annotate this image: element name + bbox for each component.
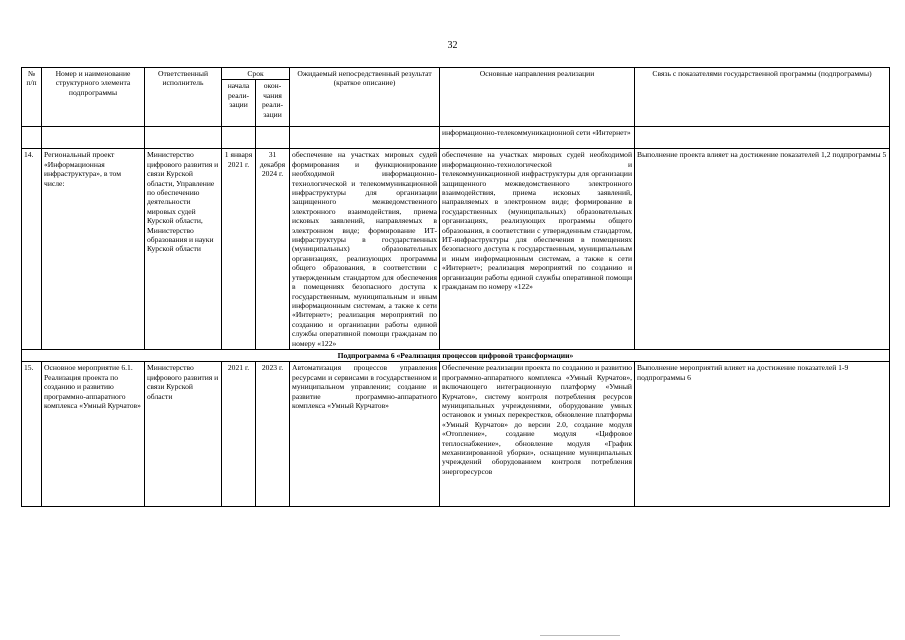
row14-num: 14.	[22, 149, 42, 350]
header-result: Ожидаемый непосредственный результат (краткое описание)	[290, 68, 440, 127]
row14-link: Выполнение проекта влияет на достижение показателей 1,2 подпрограммы 5	[635, 149, 890, 350]
row15-link: Выполнение мероприятий влияет на достижение показателей 1-9 подпрограммы 6	[635, 362, 890, 507]
section-row	[22, 349, 890, 361]
continuation-directions: информационно-телекоммуникационной сети «Интернет»	[440, 127, 635, 149]
row15-num: 15.	[22, 362, 42, 507]
header-directions: Основные направления реализации	[440, 68, 635, 127]
header-start: начала реали-зации	[222, 80, 256, 127]
row15-start: 2021 г.	[222, 362, 256, 507]
page-edge-mark	[540, 635, 620, 636]
row15-directions: Обеспечение реализации проекта по созданию и развитию программно-аппаратного комплекса «Умный Курчатов», включающего интеграционную платформу «Умный Курчатов», систему контроля потребления ресурсов муниципальных учреждениями, оборудование умных остановок и умных перекрестков, обновление платформы «Умный Курчатов» до версии 2.0, создание модуля «Отопление», создание модуля «Цифровое теплоснабжение», обновление модуля «График механизированной уборки», оснащение муниципальных учреждений оборудованием контроля потребления энергоресурсов	[440, 362, 635, 507]
header-link: Связь с показателями государственной программы (подпрограммы)	[635, 68, 890, 127]
table-row	[22, 362, 890, 507]
page-number: 32	[447, 40, 458, 51]
row15-end: 2023 г.	[256, 362, 290, 507]
table-header-row	[22, 68, 890, 80]
header-executor: Ответственный исполнитель	[145, 68, 222, 127]
program-table	[21, 67, 890, 507]
row14-executor: Министерство цифрового развития и связи Курской области, Управление по обеспечению деятельности мировых судей Курской области, Министерство образования и науки Курской области	[145, 149, 222, 350]
row14-end: 31 декабря 2024 г.	[256, 149, 290, 350]
row15-name: Основное мероприятие 6.1. Реализация проекта по созданию и развитию программно-аппаратного комплекса «Умный Курчатов»	[42, 362, 145, 507]
table-row	[22, 149, 890, 350]
row15-result: Автоматизация процессов управления ресурсами и сервисами в государственном и муниципальном управлении; создание и развитие программно-аппаратного комплекса «Умный Курчатов»	[290, 362, 440, 507]
row14-result: обеспечение на участках мировых судей формирования и функционирование необходимой информационно-технологической и телекоммуникационной инфраструктуры для организации защищенного межведомственного электронного взаимодействия, приема исковых заявлений, направляемых в электронном виде; формирование ИТ-инфраструктуры в государственных (муниципальных) образовательных организациях, реализующих программы общего образования, в соответствии с утвержденным стандартом для обеспечения в помещениях безопасного доступа к государственным, муниципальным и иным информационным системам, а также к сети «Интернет»; реализация мероприятий по созданию и организации работы единой службы оперативной помощи гражданам по номеру «122»	[290, 149, 440, 350]
section-title: Подпрограмма 6 «Реализация процессов цифровой трансформации»	[22, 349, 890, 361]
row14-directions: обеспечение на участках мировых судей необходимой информационно-технологической и телекоммуникационной инфраструктуры для организации защищенного межведомственного электронного взаимодействия, приема исковых заявлений, направляемых в электронном виде; формирование в государственных (муниципальных) образовательных организациях, реализующих программы общего образования, в соответствии с утвержденным стандартом, ИТ-инфраструктуры для обеспечения в помещениях безопасного доступа к государственным, муниципальным и иным информационным системам, а также к сети «Интернет»; реализация мероприятий по созданию и организации работы единой службы оперативной помощи гражданам по номеру «122»	[440, 149, 635, 350]
continuation-row	[22, 127, 890, 149]
header-end: окон-чания реали-зации	[256, 80, 290, 127]
row15-executor: Министерство цифрового развития и связи Курской области	[145, 362, 222, 507]
header-num: № п/п	[22, 68, 42, 127]
row14-start: 1 января 2021 г.	[222, 149, 256, 350]
header-term: Срок	[222, 68, 290, 80]
header-name: Номер и наименование структурного элемента подпрограммы	[42, 68, 145, 127]
row14-name: Региональный проект «Информационная инфраструктура», в том числе:	[42, 149, 145, 350]
